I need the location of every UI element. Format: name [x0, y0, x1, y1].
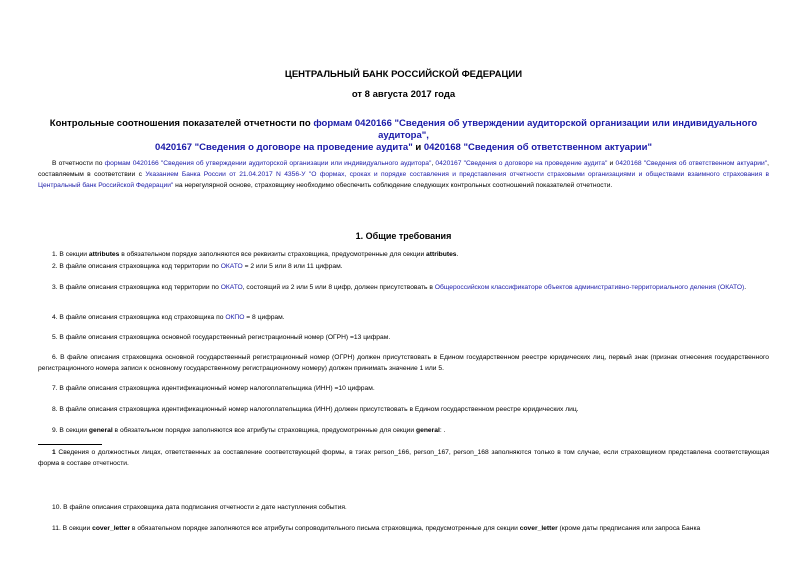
intro-text: на нерегулярной основе, страховщику необходимо обеспечить соблюдение следующих контрольных соотношений показателей отчетности.: [173, 182, 613, 189]
list-item-1: [38, 250, 769, 261]
footnote-mark: 1: [52, 449, 56, 456]
item-text: , состоящий из 2 или 5 или 8 цифр, должен присутствовать в: [242, 284, 435, 291]
item-text: 1. В секции: [52, 251, 89, 258]
item-keyword: general: [88, 427, 113, 434]
list-item-2: [38, 262, 769, 273]
list-item-7: 7. В файле описания страховщика идентификационный номер налогоплательщика (ИНН) =10 цифрам.: [52, 385, 375, 392]
item-text: в обязательном порядке заполняются все атрибуты страховщика, предусмотренные для секции: [112, 427, 417, 434]
document-date: от 8 августа 2017 года: [351, 89, 456, 100]
doc-title-link-0420168[interactable]: 0420168 "Сведения об ответственном актуарии": [423, 142, 652, 153]
intro-text: В отчетности по: [52, 160, 105, 167]
doc-title-link-forms[interactable]: формам 0420166 "Сведения об утверждении аудиторской организации или индивидуального аудитора",: [313, 118, 758, 141]
item-keyword: general: [416, 427, 440, 434]
item-text: = 2 или 5 или 8 или 11 цифрам.: [242, 263, 343, 270]
item-keyword: attributes: [88, 251, 120, 258]
intro-link-ukazanie[interactable]: Указанием Банка России от 21.04.2017 N 4356-У "О формах, сроках и порядке составления и представления отчетности страховыми организациями и обществами взаимного страхования в Центральный банк Российской Федерации": [38, 171, 770, 189]
doc-title-prefix: Контрольные соотношения показателей отчетности по: [49, 118, 314, 129]
intro-link-0420167[interactable]: 0420167 "Сведения о договоре на проведение аудита": [435, 160, 608, 167]
intro-text: и: [607, 160, 616, 167]
issuer-title: ЦЕНТРАЛЬНЫЙ БАНК РОССИЙСКОЙ ФЕДЕРАЦИИ: [284, 69, 523, 80]
footnote: [38, 448, 769, 469]
document-title: [38, 118, 769, 154]
item-text: : .: [439, 427, 446, 434]
item-keyword: cover_letter: [92, 525, 131, 532]
intro-text: , составляемым в соответствии с: [38, 160, 769, 178]
item-text: 2. В файле описания страховщика код территории по: [52, 263, 221, 270]
item-text: .: [744, 284, 747, 291]
list-item-6: 6. В файле описания страховщика основной государственный регистрационный номер (ОГРН) должен присутствовать в Едином государственном реестре юридических лиц, первый знак (признак отнесения государственного регистрационного номера записи к основному государственному регистрационному номеру) должен принимать значение 1 или 5.: [38, 354, 769, 372]
item-keyword: attributes: [426, 251, 457, 258]
list-item-3: [38, 283, 769, 294]
list-item-5: 5. В файле описания страховщика основной государственный регистрационный номер (ОГРН) =13 цифрам.: [52, 334, 391, 341]
item-text: = 8 цифрам.: [244, 314, 285, 321]
okpo-link[interactable]: ОКПО: [225, 314, 245, 321]
item-text: в обязательном порядке заполняются все реквизиты страховщика, предусмотренные для секции: [119, 251, 427, 258]
okato-classifier-link[interactable]: Общероссийском классификаторе объектов административно-территориального деления (ОКАТО): [434, 284, 745, 291]
okato-link[interactable]: ОКАТО: [220, 284, 243, 291]
footnote-text: Сведения о должностных лицах, ответственных за составление соответствующей формы, в тэгах person_166, person_167, person_168 заполняются только в том случае, если страховщиком представлена соответствующая форма в составе отчетности.: [38, 449, 769, 467]
list-item-8: 8. В файле описания страховщика идентификационный номер налогоплательщика (ИНН) должен присутствовать в Едином государственном реестре юридических лиц.: [52, 406, 579, 413]
item-text: в обязательном порядке заполняются все атрибуты сопроводительного письма страховщика, предусмотренные для секции: [130, 525, 520, 532]
intro-text: ,: [431, 160, 436, 167]
intro-link-forms[interactable]: формам 0420166 "Сведения об утверждении аудиторской организации или индивидуального аудитора": [104, 160, 432, 167]
item-text: 4. В файле описания страховщика код страховщика по: [52, 314, 226, 321]
item-text: 9. В секции: [52, 427, 89, 434]
list-item-4: [38, 313, 769, 324]
item-keyword: cover_letter: [519, 525, 558, 532]
list-item-11: [38, 524, 769, 535]
item-text: 3. В файле описания страховщика код территории по: [52, 284, 221, 291]
intro-link-0420168[interactable]: 0420168 "Сведения об ответственном актуарии": [615, 160, 768, 167]
list-item-9: [38, 426, 769, 437]
doc-title-link-0420167[interactable]: 0420167 "Сведения о договоре на проведение аудита": [155, 142, 413, 153]
item-text: 11. В секции: [52, 525, 93, 532]
item-text: (кроме даты предписания или запроса Банка: [557, 525, 701, 532]
footnote-divider: [38, 444, 102, 445]
list-item-10: 10. В файле описания страховщика дата подписания отчетности ≥ дате наступления события.: [52, 504, 347, 511]
okato-link[interactable]: ОКАТО: [220, 263, 243, 270]
intro-paragraph: [38, 158, 769, 191]
item-text: .: [456, 251, 459, 258]
doc-title-and: и: [412, 142, 424, 153]
section-title: 1. Общие требования: [355, 231, 452, 241]
